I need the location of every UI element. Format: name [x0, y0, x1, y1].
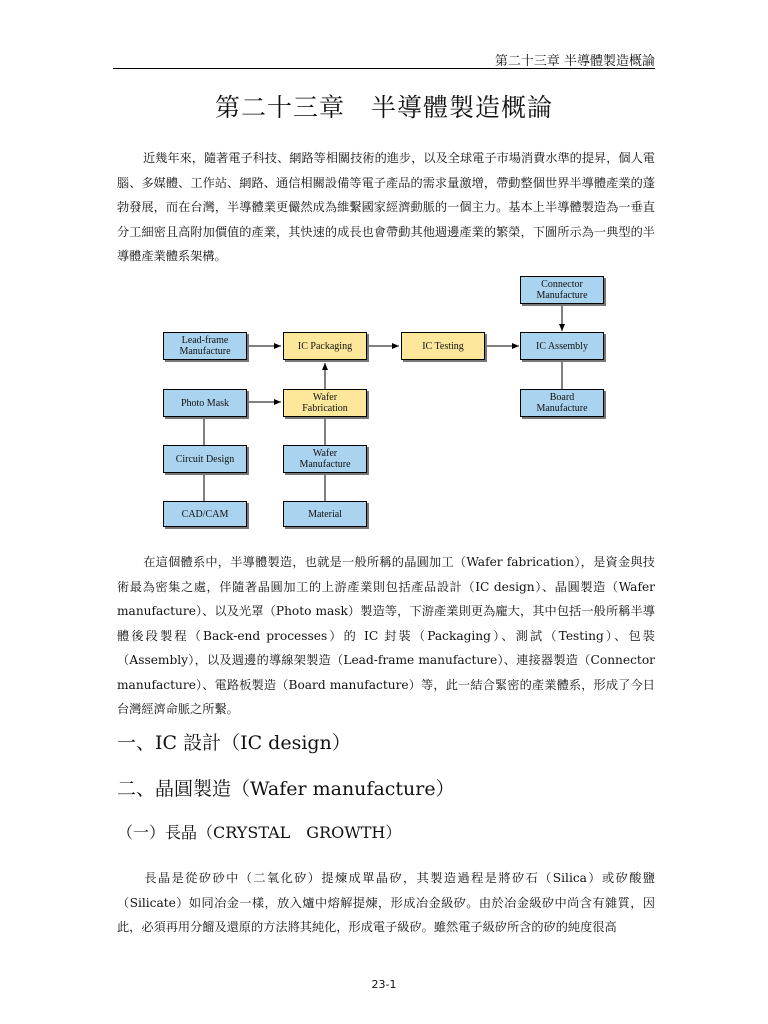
header-rule [113, 68, 655, 69]
box-wafer-manufacture: Wafer Manufacture [283, 445, 367, 473]
industry-paragraph [117, 550, 655, 722]
box-lead-frame-manufacture: Lead-frame Manufacture [163, 332, 247, 360]
heading-wafer-manufacture: 二、晶圓製造（Wafer manufacture） [117, 778, 455, 800]
page-number: 23-1 [371, 978, 397, 991]
box-ic-packaging: IC Packaging [283, 332, 367, 360]
running-header: 第二十三章 半導體製造概論 [494, 54, 655, 69]
box-cad-cam: CAD/CAM [163, 501, 247, 527]
heading-crystal-growth: （一）長晶（CRYSTAL GROWTH） [117, 823, 402, 842]
chapter-title: 第二十三章 半導體製造概論 [214, 93, 553, 122]
intro-paragraph-text: 近幾年來，隨著電子科技、網路等相關技術的進步，以及全球電子市場消費水準的提昇，個人電腦、多媒體、工作站、網路、通信相關設備等電子產品的需求量激增，帶動整個世界半導體產業的蓬勃發展，而在台灣，半導體業更儼然成為維繫國家經濟動脈的一個主力。基本上半導體製造為一垂直分工細密且高附加價值的產業，其快速的成長也會帶動其他週邊產業的繁榮，下圖所示為一典型的半導體產業體系架構。 [117, 151, 655, 263]
box-wafer-fabrication: Wafer Fabrication [283, 389, 367, 417]
box-ic-testing: IC Testing [401, 332, 485, 360]
box-material: Material [283, 501, 367, 527]
box-board-manufacture: Board Manufacture [520, 389, 604, 417]
intro-paragraph [117, 146, 655, 269]
heading-ic-design: 一、IC 設計（IC design） [117, 732, 351, 754]
crystal-paragraph-text: 長晶是從矽砂中（二氧化矽）提煉成單晶矽，其製造過程是將矽石（Silica）或矽酸鹽 （Silicate）如同冶金一樣，放入爐中熔解提煉，形成冶金級矽。由於冶金級矽中尚含有雜質，因此，必須再用分餾及還原的方法將其純化，形成電子級矽。雖然電子級矽所含的矽的純度很高 [117, 871, 668, 934]
box-photo-mask: Photo Mask [163, 389, 247, 417]
box-connector-manufacture: Connector Manufacture [520, 276, 604, 304]
box-ic-assembly: IC Assembly [520, 332, 604, 360]
industry-paragraph-text: 在這個體系中，半導體製造，也就是一般所稱的晶圓加工（Wafer fabrication），是資金與技術最為密集之處，伴隨著晶圓加工的上游產業則包括產品設計（IC design）、晶圓製造（Wafer manufacture）、以及光罩（Photo mask）製造等，下游產業則更為龐大，其中包括一般所稱半導體後段製程（Back-end processes）的 IC 封裝（Packaging）、測試（Testing）、包裝（Assembly），以及週邊的導線架製造（Lead-frame manufacture）、連接器製造（Connector manufacture）、電路板製造（Board manufacture）等，此一結合緊密的產業體系，形成了今日台灣經濟命脈之所繫。 [117, 555, 655, 716]
box-circuit-design: Circuit Design [163, 445, 247, 473]
crystal-paragraph [117, 866, 668, 940]
